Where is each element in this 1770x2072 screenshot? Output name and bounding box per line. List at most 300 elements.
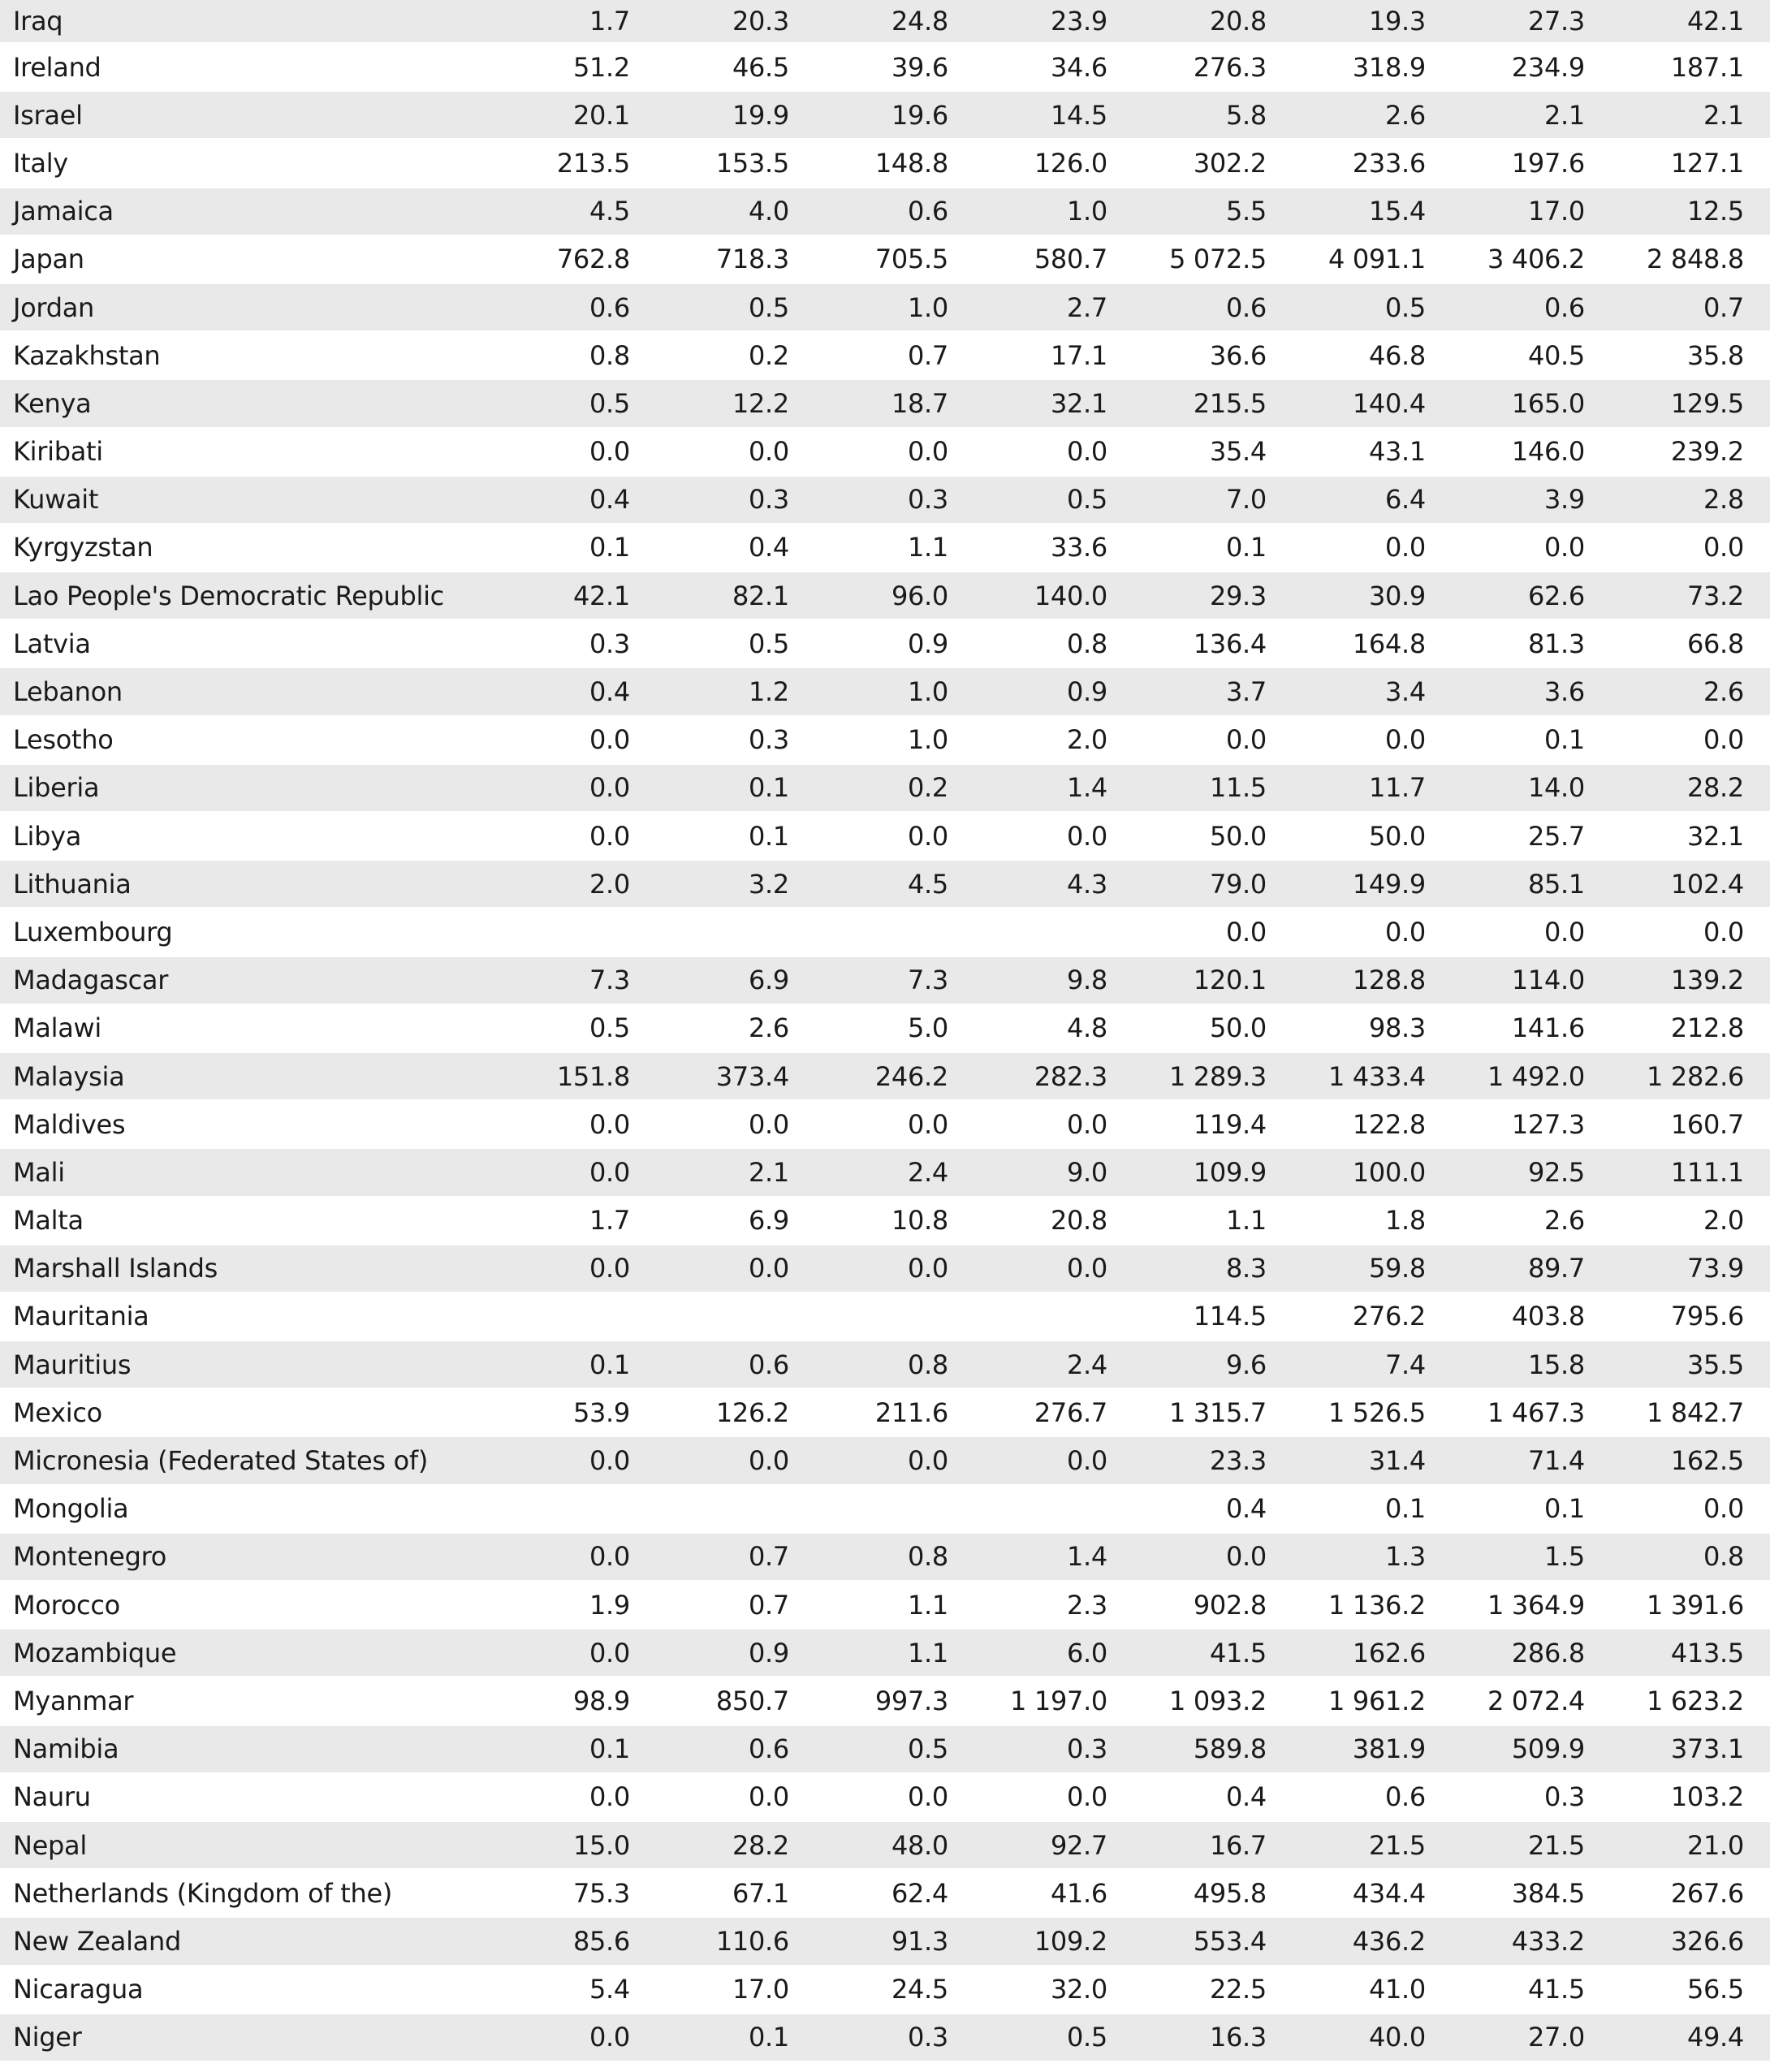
value-cell: 0.0	[589, 1253, 630, 1284]
value-cell: 0.0	[1067, 1445, 1107, 1477]
value-cell: 1.1	[908, 532, 948, 563]
value-cells	[471, 1108, 1770, 1140]
value-cell: 0.6	[1544, 291, 1585, 323]
value-cell: 139.2	[1670, 965, 1744, 996]
value-cell: 66.8	[1686, 628, 1744, 659]
value-cell: 705.5	[874, 244, 948, 275]
value-cell: 1.4	[1067, 772, 1107, 804]
value-cells	[471, 196, 1770, 227]
table-row	[0, 1870, 1770, 1918]
value-cell: 2.4	[1067, 1349, 1107, 1380]
value-cell: 0.3	[749, 724, 789, 756]
value-cell: 0.0	[589, 820, 630, 852]
value-cell: 140.4	[1352, 387, 1426, 419]
value-cell: 0.0	[1703, 1493, 1744, 1525]
value-cell: 7.4	[1385, 1349, 1426, 1380]
value-cells	[471, 1445, 1770, 1477]
value-cell: 153.5	[715, 147, 789, 179]
value-cell: 4.3	[1067, 868, 1107, 900]
value-cells	[471, 628, 1770, 659]
value-cell: 17.0	[1527, 196, 1585, 227]
value-cells	[471, 1396, 1770, 1428]
value-cell: 0.6	[749, 1733, 789, 1765]
value-cell: 0.0	[749, 1781, 789, 1813]
value-cell: 59.8	[1368, 1253, 1426, 1284]
value-cell: 318.9	[1352, 51, 1426, 83]
value-cell: 0.0	[1544, 916, 1585, 948]
value-cell: 6.4	[1385, 484, 1426, 516]
value-cells	[471, 1012, 1770, 1044]
value-cell: 151.8	[556, 1060, 630, 1092]
value-cell: 8.3	[1226, 1253, 1267, 1284]
value-cells	[471, 2022, 1770, 2053]
value-cell: 0.7	[749, 1589, 789, 1621]
value-cell: 373.1	[1670, 1733, 1744, 1765]
value-cells	[471, 387, 1770, 419]
country-name: Mozambique	[13, 1637, 177, 1668]
value-cell: 1.5	[1544, 1541, 1585, 1573]
table-row	[0, 1293, 1770, 1341]
value-cell: 1 289.3	[1168, 1060, 1267, 1092]
value-cell: 98.9	[572, 1685, 630, 1716]
value-cell: 148.8	[874, 147, 948, 179]
value-cell: 0.0	[589, 1781, 630, 1813]
table-row	[0, 0, 1770, 44]
table-row	[0, 236, 1770, 284]
value-cell: 12.2	[732, 387, 789, 419]
value-cell: 276.2	[1352, 1301, 1426, 1332]
table-row	[0, 1245, 1770, 1293]
table-row	[0, 1341, 1770, 1389]
country-name: Kiribati	[13, 436, 103, 468]
value-cell: 18.7	[891, 387, 948, 419]
value-cell: 1 197.0	[1009, 1685, 1107, 1716]
value-cell: 91.3	[891, 1925, 948, 1957]
value-cell: 111.1	[1670, 1156, 1744, 1188]
value-cell: 146.0	[1511, 436, 1585, 468]
country-name: Niger	[13, 2022, 82, 2053]
country-name: Namibia	[13, 1733, 119, 1765]
value-cell: 0.1	[589, 1349, 630, 1380]
value-cell: 85.1	[1527, 868, 1585, 900]
value-cells	[471, 99, 1770, 131]
value-cell: 6.9	[749, 1205, 789, 1237]
value-cell: 0.5	[749, 291, 789, 323]
value-cell: 1.0	[1067, 196, 1107, 227]
value-cell: 413.5	[1670, 1637, 1744, 1668]
country-name: New Zealand	[13, 1925, 181, 1957]
value-cell: 1.1	[908, 1637, 948, 1668]
value-cell: 19.3	[1368, 6, 1426, 37]
value-cells	[471, 1733, 1770, 1765]
value-cell: 403.8	[1511, 1301, 1585, 1332]
value-cell: 0.1	[749, 820, 789, 852]
value-cells	[471, 1589, 1770, 1621]
value-cell: 2.4	[908, 1156, 948, 1188]
value-cell: 96.0	[891, 580, 948, 611]
table-row	[0, 668, 1770, 716]
value-cell: 286.8	[1511, 1637, 1585, 1668]
value-cell: 92.7	[1050, 1829, 1107, 1861]
country-name: Malta	[13, 1205, 84, 1237]
value-cell: 434.4	[1352, 1877, 1426, 1909]
value-cell: 0.0	[908, 436, 948, 468]
value-cell: 197.6	[1511, 147, 1585, 179]
value-cell: 0.9	[1067, 676, 1107, 708]
value-cell: 0.0	[908, 1781, 948, 1813]
value-cell: 0.0	[1385, 916, 1426, 948]
value-cell: 0.0	[908, 1253, 948, 1284]
value-cell: 110.6	[715, 1925, 789, 1957]
value-cell: 126.2	[715, 1396, 789, 1428]
value-cell: 0.5	[589, 387, 630, 419]
value-cell: 2.1	[749, 1156, 789, 1188]
table-row	[0, 1198, 1770, 1245]
value-cells	[471, 1781, 1770, 1813]
value-cell: 1.2	[749, 676, 789, 708]
value-cells	[471, 1301, 1770, 1332]
value-cell: 22.5	[1209, 1974, 1267, 2005]
country-name: Italy	[13, 147, 68, 179]
value-cell: 509.9	[1511, 1733, 1585, 1765]
value-cell: 0.0	[749, 1253, 789, 1284]
value-cell: 46.8	[1368, 339, 1426, 371]
value-cell: 1 961.2	[1328, 1685, 1426, 1716]
value-cell: 0.0	[1067, 820, 1107, 852]
value-cell: 126.0	[1034, 147, 1107, 179]
value-cell: 215.5	[1193, 387, 1267, 419]
value-cell: 0.3	[589, 628, 630, 659]
value-cell: 384.5	[1511, 1877, 1585, 1909]
value-cells	[471, 51, 1770, 83]
value-cells	[471, 1637, 1770, 1668]
table-row	[0, 2014, 1770, 2062]
value-cell: 15.0	[572, 1829, 630, 1861]
value-cell: 239.2	[1670, 436, 1744, 468]
value-cell: 140.0	[1034, 580, 1107, 611]
value-cell: 0.1	[1385, 1493, 1426, 1525]
value-cells	[471, 1060, 1770, 1092]
value-cells	[471, 532, 1770, 563]
value-cell: 1.7	[589, 6, 630, 37]
value-cells	[471, 436, 1770, 468]
value-cell: 92.5	[1527, 1156, 1585, 1188]
value-cell: 82.1	[732, 580, 789, 611]
value-cell: 0.3	[908, 2022, 948, 2053]
value-cell: 0.4	[1226, 1493, 1267, 1525]
value-cells	[471, 147, 1770, 179]
value-cell: 2.0	[589, 868, 630, 900]
value-cell: 0.5	[589, 1012, 630, 1044]
table-row	[0, 1630, 1770, 1677]
value-cells	[471, 1253, 1770, 1284]
value-cell: 162.6	[1352, 1637, 1426, 1668]
value-cell: 5 072.5	[1168, 244, 1267, 275]
value-cell: 0.7	[1703, 291, 1744, 323]
value-cell: 0.3	[1067, 1733, 1107, 1765]
value-cell: 0.0	[589, 1541, 630, 1573]
value-cell: 246.2	[874, 1060, 948, 1092]
value-cell: 1 842.7	[1646, 1396, 1744, 1428]
value-cell: 1 467.3	[1487, 1396, 1585, 1428]
country-name: Lesotho	[13, 724, 114, 756]
value-cell: 11.5	[1209, 772, 1267, 804]
value-cell: 381.9	[1352, 1733, 1426, 1765]
value-cell: 436.2	[1352, 1925, 1426, 1957]
value-cell: 0.9	[749, 1637, 789, 1668]
value-cell: 109.9	[1193, 1156, 1267, 1188]
value-cell: 0.0	[749, 1445, 789, 1477]
value-cell: 1 492.0	[1487, 1060, 1585, 1092]
value-cells	[471, 1156, 1770, 1188]
value-cell: 1.0	[908, 676, 948, 708]
value-cell: 0.0	[589, 1637, 630, 1668]
country-name: Morocco	[13, 1589, 120, 1621]
value-cells	[471, 291, 1770, 323]
value-cell: 41.0	[1368, 1974, 1426, 2005]
value-cell: 3.7	[1226, 676, 1267, 708]
value-cell: 85.6	[572, 1925, 630, 1957]
value-cell: 0.0	[1067, 436, 1107, 468]
value-cell: 30.9	[1368, 580, 1426, 611]
value-cell: 997.3	[874, 1685, 948, 1716]
value-cells	[471, 868, 1770, 900]
country-name: Mali	[13, 1156, 65, 1188]
table-row	[0, 1053, 1770, 1101]
country-name: Maldives	[13, 1108, 126, 1140]
value-cell: 9.8	[1067, 965, 1107, 996]
value-cell: 136.4	[1193, 628, 1267, 659]
value-cell: 0.0	[1703, 724, 1744, 756]
table-row	[0, 1534, 1770, 1582]
value-cell: 2.3	[1067, 1589, 1107, 1621]
value-cell: 62.6	[1527, 580, 1585, 611]
value-cell: 0.0	[1226, 724, 1267, 756]
table-row	[0, 188, 1770, 236]
country-name: Mongolia	[13, 1493, 129, 1525]
country-name: Montenegro	[13, 1541, 167, 1573]
table-row	[0, 1774, 1770, 1822]
value-cell: 127.1	[1670, 147, 1744, 179]
country-name: Jordan	[13, 291, 95, 323]
value-cell: 0.0	[749, 1108, 789, 1140]
value-cell: 17.0	[732, 1974, 789, 2005]
value-cell: 50.0	[1209, 1012, 1267, 1044]
value-cell: 0.0	[908, 1445, 948, 1477]
value-cell: 1.9	[589, 1589, 630, 1621]
value-cell: 28.2	[1686, 772, 1744, 804]
value-cells	[471, 1349, 1770, 1380]
value-cell: 32.0	[1050, 1974, 1107, 2005]
value-cell: 282.3	[1034, 1060, 1107, 1092]
value-cell: 0.0	[1544, 532, 1585, 563]
value-cell: 3.9	[1544, 484, 1585, 516]
country-name: Netherlands (Kingdom of the)	[13, 1877, 393, 1909]
value-cell: 0.4	[589, 484, 630, 516]
value-cell: 25.7	[1527, 820, 1585, 852]
country-name: Latvia	[13, 628, 91, 659]
value-cells	[471, 6, 1770, 37]
value-cells	[471, 1877, 1770, 1909]
value-cell: 43.1	[1368, 436, 1426, 468]
value-cell: 34.6	[1050, 51, 1107, 83]
value-cell: 6.9	[749, 965, 789, 996]
value-cell: 0.6	[589, 291, 630, 323]
value-cells	[471, 1685, 1770, 1716]
value-cell: 40.0	[1368, 2022, 1426, 2053]
value-cell: 4.5	[908, 868, 948, 900]
value-cell: 0.0	[589, 1108, 630, 1140]
value-cell: 4.8	[1067, 1012, 1107, 1044]
table-row	[0, 1726, 1770, 1774]
country-name: Nauru	[13, 1781, 91, 1813]
table-row	[0, 44, 1770, 92]
country-name: Lebanon	[13, 676, 123, 708]
value-cell: 3.6	[1544, 676, 1585, 708]
table-row	[0, 1966, 1770, 2014]
value-cells	[471, 484, 1770, 516]
table-row	[0, 765, 1770, 813]
country-name: Jamaica	[13, 196, 114, 227]
value-cell: 3 406.2	[1487, 244, 1585, 275]
table-row	[0, 620, 1770, 668]
value-cell: 2.6	[1703, 676, 1744, 708]
value-cell: 1 315.7	[1168, 1396, 1267, 1428]
country-name: Marshall Islands	[13, 1253, 218, 1284]
value-cell: 129.5	[1670, 387, 1744, 419]
value-cells	[471, 1925, 1770, 1957]
value-cell: 850.7	[715, 1685, 789, 1716]
value-cell: 20.8	[1209, 6, 1267, 37]
value-cell: 0.1	[1544, 724, 1585, 756]
country-name: Ireland	[13, 51, 101, 83]
table-row	[0, 813, 1770, 861]
value-cell: 0.0	[589, 1445, 630, 1477]
value-cell: 0.6	[1385, 1781, 1426, 1813]
value-cell: 1 093.2	[1168, 1685, 1267, 1716]
value-cell: 234.9	[1511, 51, 1585, 83]
value-cell: 0.3	[1544, 1781, 1585, 1813]
value-cell: 0.0	[589, 772, 630, 804]
value-cell: 48.0	[891, 1829, 948, 1861]
value-cell: 14.0	[1527, 772, 1585, 804]
value-cell: 10.8	[891, 1205, 948, 1237]
value-cell: 5.4	[589, 1974, 630, 2005]
value-cell: 20.8	[1050, 1205, 1107, 1237]
country-name: Liberia	[13, 772, 100, 804]
country-name: Kyrgyzstan	[13, 532, 153, 563]
value-cell: 0.0	[589, 2022, 630, 2053]
country-name: Israel	[13, 99, 83, 131]
value-cell: 0.0	[1226, 916, 1267, 948]
value-cell: 6.0	[1067, 1637, 1107, 1668]
value-cells	[471, 965, 1770, 996]
value-cell: 1.3	[1385, 1541, 1426, 1573]
value-cell: 373.4	[715, 1060, 789, 1092]
value-cell: 36.6	[1209, 339, 1267, 371]
value-cell: 589.8	[1193, 1733, 1267, 1765]
value-cell: 141.6	[1511, 1012, 1585, 1044]
value-cell: 32.1	[1050, 387, 1107, 419]
value-cell: 165.0	[1511, 387, 1585, 419]
value-cell: 1.4	[1067, 1541, 1107, 1573]
value-cells	[471, 580, 1770, 611]
value-cell: 49.4	[1686, 2022, 1744, 2053]
country-name: Myanmar	[13, 1685, 134, 1716]
value-cell: 0.4	[1226, 1781, 1267, 1813]
value-cell: 40.5	[1527, 339, 1585, 371]
value-cell: 1 623.2	[1646, 1685, 1744, 1716]
country-name: Mauritius	[13, 1349, 132, 1380]
value-cell: 75.3	[572, 1877, 630, 1909]
value-cell: 1 282.6	[1646, 1060, 1744, 1092]
value-cell: 79.0	[1209, 868, 1267, 900]
value-cell: 35.4	[1209, 436, 1267, 468]
value-cell: 89.7	[1527, 1253, 1585, 1284]
value-cell: 114.0	[1511, 965, 1585, 996]
country-name: Micronesia (Federated States of)	[13, 1445, 429, 1477]
value-cells	[471, 724, 1770, 756]
value-cell: 2.0	[1703, 1205, 1744, 1237]
value-cell: 0.0	[1067, 1253, 1107, 1284]
value-cell: 0.1	[1544, 1493, 1585, 1525]
table-row	[0, 477, 1770, 524]
table-row	[0, 1677, 1770, 1725]
value-cell: 4.5	[589, 196, 630, 227]
value-cells	[471, 339, 1770, 371]
value-cell: 326.6	[1670, 1925, 1744, 1957]
value-cell: 0.3	[749, 484, 789, 516]
value-cell: 24.5	[891, 1974, 948, 2005]
value-cell: 267.6	[1670, 1877, 1744, 1909]
value-cells	[471, 1493, 1770, 1525]
value-cell: 0.0	[589, 1156, 630, 1188]
value-cell: 19.6	[891, 99, 948, 131]
value-cell: 14.5	[1050, 99, 1107, 131]
value-cell: 31.4	[1368, 1445, 1426, 1477]
value-cell: 122.8	[1352, 1108, 1426, 1140]
value-cell: 495.8	[1193, 1877, 1267, 1909]
value-cell: 67.1	[732, 1877, 789, 1909]
value-cell: 1.1	[1226, 1205, 1267, 1237]
country-name: Libya	[13, 820, 82, 852]
value-cell: 0.5	[1067, 484, 1107, 516]
value-cell: 11.7	[1368, 772, 1426, 804]
value-cell: 718.3	[715, 244, 789, 275]
value-cell: 15.4	[1368, 196, 1426, 227]
value-cell: 2 848.8	[1646, 244, 1744, 275]
value-cell: 15.8	[1527, 1349, 1585, 1380]
value-cell: 0.0	[1385, 532, 1426, 563]
value-cell: 160.7	[1670, 1108, 1744, 1140]
value-cell: 902.8	[1193, 1589, 1267, 1621]
value-cell: 98.3	[1368, 1012, 1426, 1044]
value-cell: 20.1	[572, 99, 630, 131]
value-cells	[471, 820, 1770, 852]
value-cell: 62.4	[891, 1877, 948, 1909]
value-cell: 51.2	[572, 51, 630, 83]
value-cell: 21.0	[1686, 1829, 1744, 1861]
value-cell: 302.2	[1193, 147, 1267, 179]
table-row	[0, 284, 1770, 332]
value-cell: 212.8	[1670, 1012, 1744, 1044]
value-cell: 41.5	[1527, 1974, 1585, 2005]
table-row	[0, 92, 1770, 140]
value-cell: 0.0	[1703, 532, 1744, 563]
value-cell: 127.3	[1511, 1108, 1585, 1140]
value-cell: 5.0	[908, 1012, 948, 1044]
value-cell: 27.3	[1527, 6, 1585, 37]
